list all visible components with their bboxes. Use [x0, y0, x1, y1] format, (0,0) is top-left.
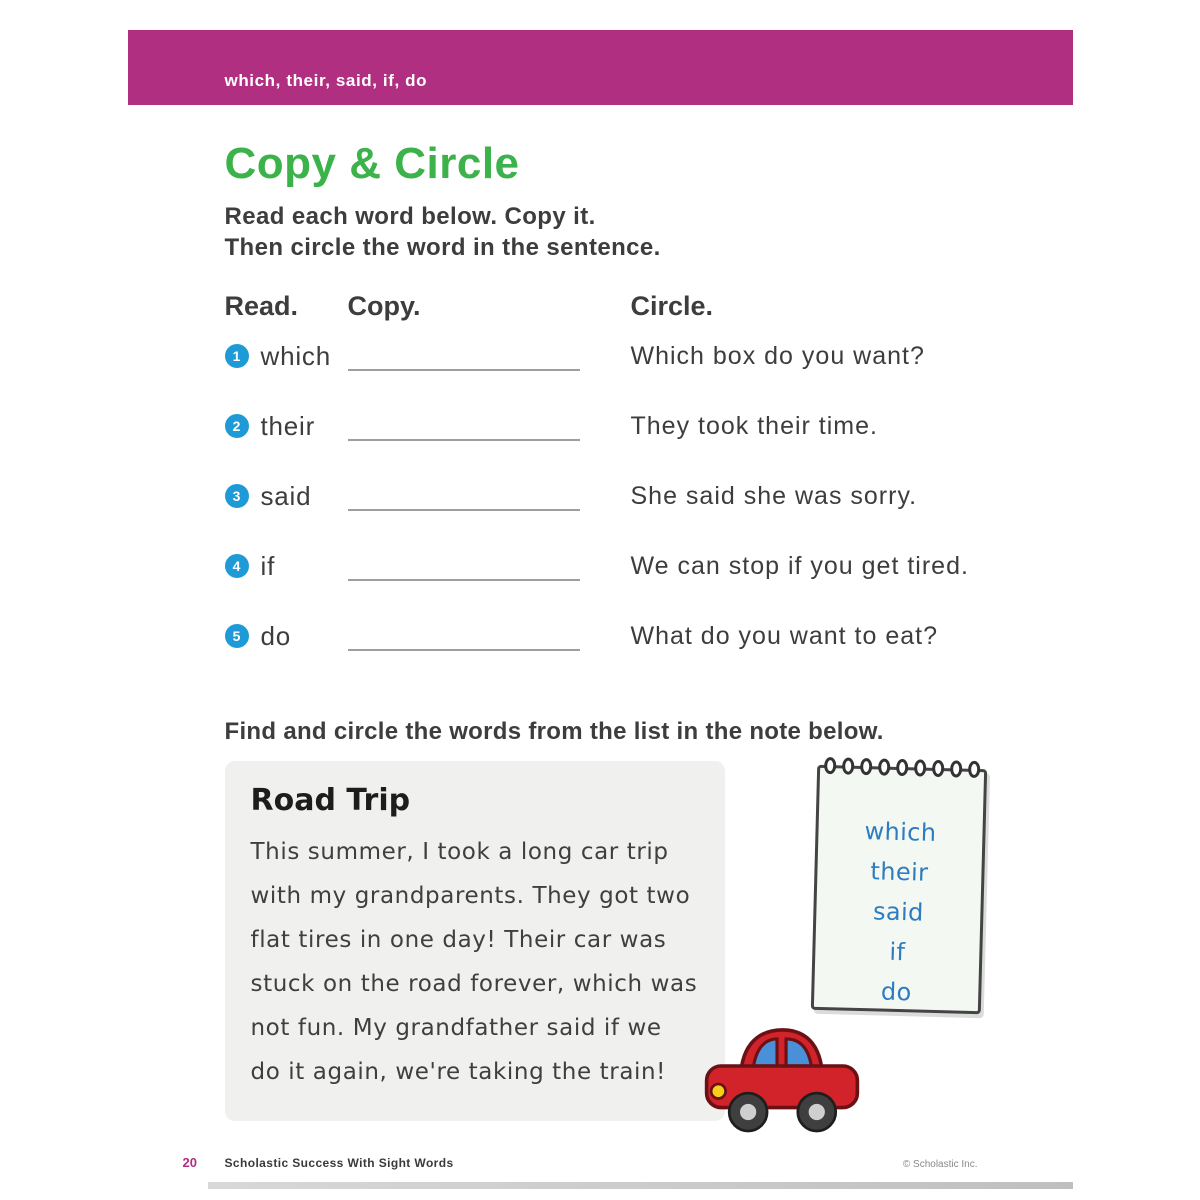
read-cell [225, 341, 348, 372]
copy-blank-line [348, 551, 580, 581]
circle-sentence: Which box do you want? [630, 341, 925, 370]
notepad-word: if [888, 937, 906, 967]
spiral-ring [823, 757, 835, 774]
row-number-badge: 3 [225, 484, 249, 508]
table-row [225, 321, 1073, 391]
column-header-read: Read. [224, 291, 299, 321]
read-word: said [260, 480, 312, 511]
note-line: with my grandparents. They got two [250, 883, 691, 909]
table-row [225, 601, 1073, 671]
copy-circle-table [225, 291, 1073, 671]
note-line: not fun. My grandfather said if we [250, 1015, 662, 1041]
copy-blank-line [348, 411, 580, 441]
circle-sentence: She said she was sorry. [630, 481, 918, 510]
read-cell [225, 621, 348, 652]
column-header-copy: Copy. [347, 291, 421, 321]
table-row [225, 461, 1073, 531]
circle-sentence: We can stop if you get tired. [630, 551, 969, 580]
find-instruction: Find and circle the words from the list in the note below. [224, 718, 884, 745]
row-number-badge: 2 [225, 414, 249, 438]
row-number-badge: 4 [225, 554, 249, 578]
note-line: This summer, I took a long car trip [250, 839, 669, 865]
instruction-line: Then circle the word in the sentence. [224, 234, 661, 261]
notepad-word: which [863, 817, 937, 847]
notepad-word: said [872, 897, 924, 927]
copy-cell [348, 411, 631, 441]
read-word: which [260, 340, 331, 371]
table-row [225, 531, 1073, 601]
row-number-badge: 5 [225, 624, 249, 648]
page-number: 20 [182, 1155, 197, 1170]
row-number-badge: 1 [225, 344, 249, 368]
note-text [251, 830, 725, 1094]
copy-blank-line [348, 621, 580, 651]
road-trip-note [225, 761, 725, 1121]
circle-sentence: What do you want to eat? [630, 621, 939, 650]
read-word: their [260, 410, 316, 441]
instructions [225, 201, 1073, 263]
instruction-line: Read each word below. Copy it. [224, 203, 596, 230]
copy-cell [348, 621, 631, 651]
notepad-illustration [810, 765, 986, 1014]
table-row [225, 391, 1073, 461]
read-cell [225, 411, 348, 442]
note-title: Road Trip [250, 783, 411, 818]
notepad-word-list [813, 810, 982, 1014]
copyright: © Scholastic Inc. [902, 1159, 978, 1170]
spiral-ring [895, 759, 907, 776]
circle-sentence: They took their time. [630, 411, 878, 440]
spiral-ring [841, 757, 853, 774]
book-title: Scholastic Success With Sight Words [224, 1156, 454, 1170]
column-header-circle: Circle. [630, 291, 714, 321]
spiral-ring [877, 758, 889, 775]
notepad-word: their [869, 857, 929, 887]
car-illustration [703, 1019, 861, 1141]
read-word: do [260, 620, 292, 651]
note-line: flat tires in one day! Their car was [250, 927, 667, 953]
read-cell [225, 551, 348, 582]
copy-cell [348, 481, 631, 511]
page-header-bar [128, 30, 1073, 105]
page-footer [128, 1155, 1073, 1170]
notepad-word: do [880, 977, 912, 1007]
sight-word-list: which, their, said, if, do [224, 71, 428, 90]
next-page-edge [208, 1182, 1073, 1189]
copy-cell [348, 341, 631, 371]
read-cell [225, 481, 348, 512]
copy-cell [348, 551, 631, 581]
note-line: do it again, we're taking the train! [250, 1059, 666, 1085]
spiral-ring [859, 758, 871, 775]
spiral-ring [949, 760, 961, 777]
table-header-row [225, 291, 1073, 321]
note-line: stuck on the road forever, which was [250, 971, 698, 997]
copy-blank-line [348, 341, 580, 371]
copy-blank-line [348, 481, 580, 511]
page-title: Copy & Circle [224, 139, 520, 188]
spiral-ring [931, 760, 943, 777]
spiral-binding-icon [823, 757, 979, 778]
note-section [128, 761, 1073, 1151]
spiral-ring [913, 759, 925, 776]
spiral-ring [967, 761, 979, 778]
read-word: if [260, 550, 276, 581]
worksheet-page [128, 0, 1073, 1189]
